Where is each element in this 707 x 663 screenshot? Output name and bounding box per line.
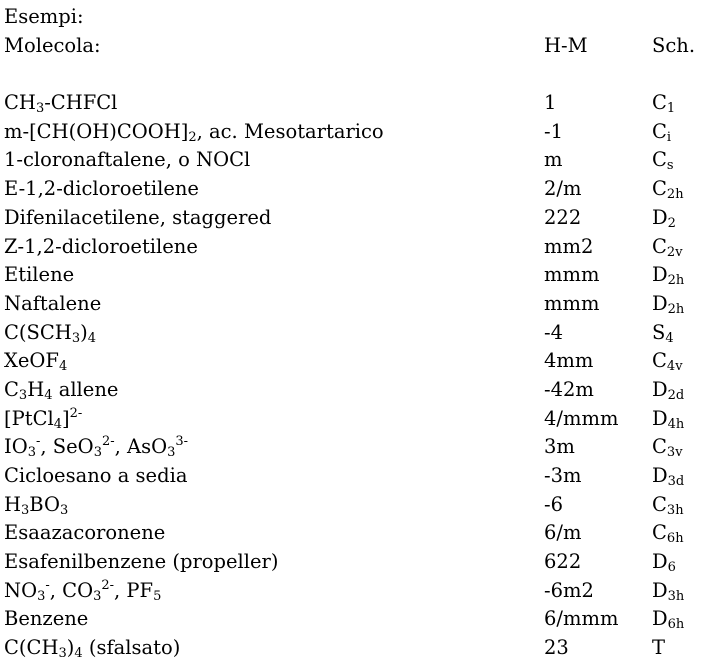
molecule-cell: Cicloesano a sedia [4,464,188,487]
hm-symbol-cell: -3m [544,464,582,487]
molecule-cell: $C(SCH_3)_4$ [4,320,96,346]
table-row [4,634,704,663]
schoenflies-symbol-cell: $D_{6h}$ [652,607,685,633]
table-row [4,261,704,290]
hm-symbol-cell: 1 [544,91,557,115]
table-row [4,605,704,634]
header-hm: H-M [544,33,588,57]
hm-symbol-cell: -6 [544,492,563,516]
table-row [4,290,704,319]
molecule-cell: $H_3BO_3$ [4,492,69,518]
schoenflies-symbol-cell: $D_{2d}$ [652,377,685,403]
table-row [4,204,704,233]
schoenflies-symbol-cell: T [652,636,666,660]
molecule-cell: 1-cloronaftalene, o NOCl [4,148,251,172]
header-sch: Sch. [652,33,696,57]
table-row [4,347,704,376]
hm-symbol-cell: mmm [544,263,600,287]
hm-symbol-cell: 6/mmm [544,607,619,631]
table-row [4,146,704,175]
schoenflies-symbol-cell: $C_i$ [652,119,672,145]
hm-symbol-cell: 2/m [544,177,582,201]
examples-document [4,3,704,663]
hm-symbol-cell: mm2 [544,234,594,258]
schoenflies-symbol-cell: $C_{3h}$ [652,492,684,518]
schoenflies-symbol-cell: $C_1$ [652,91,676,117]
table-row [4,519,704,548]
schoenflies-symbol-cell: $D_{2h}$ [652,291,685,317]
molecule-cell: Difenilacetilene, staggered [4,205,272,229]
table-row [4,491,704,520]
schoenflies-symbol-cell: $D_{3d}$ [652,464,685,489]
hm-symbol-cell: -1 [544,119,563,143]
table-header [4,32,704,61]
molecule-cell: $C_3H_4$ allene [4,377,119,403]
heading-text: Esempi: [4,5,84,28]
hm-symbol-cell: 6/m [544,521,582,545]
molecule-cell: XeOF$_4$ [4,349,68,375]
molecule-cell: [PtCl$_4$]$^{2-}$ [4,405,83,432]
schoenflies-symbol-cell: $D_2$ [652,205,676,231]
molecule-cell: Z-1,2-dicloroetilene [4,234,198,258]
molecule-cell: Benzene [4,607,89,631]
table-row [4,376,704,405]
hm-symbol-cell: -4 [544,320,563,344]
hm-symbol-cell: 4/mmm [544,406,619,430]
schoenflies-symbol-cell: $D_{3h}$ [652,578,685,604]
spacer [4,60,704,89]
hm-symbol-cell: 222 [544,205,582,229]
hm-symbol-cell: m [544,148,563,172]
schoenflies-symbol-cell: $C_{2h}$ [652,177,684,203]
hm-symbol-cell: mmm [544,291,600,315]
molecule-cell: Etilene [4,263,75,287]
molecule-cell: Esaazacoronene [4,521,166,545]
table-row [4,433,704,462]
table-row [4,118,704,147]
examples-table [4,89,704,663]
schoenflies-symbol-cell: $D_6$ [652,550,676,576]
schoenflies-symbol-cell: $S_4$ [652,320,674,346]
table-row [4,233,704,262]
hm-symbol-cell: -42m [544,377,594,401]
table-row [4,175,704,204]
hm-symbol-cell: -6m2 [544,578,594,602]
examples-heading [4,3,704,32]
table-row [4,405,704,434]
hm-symbol-cell: 23 [544,636,569,660]
table-row [4,89,704,118]
molecule-cell: $C(CH_3)_4$ (sfalsato) [4,636,181,662]
schoenflies-symbol-cell: $D_{2h}$ [652,263,685,289]
molecule-cell: $CH_3$-CHFCl [4,91,118,117]
molecule-cell: $NO_3^-$, $CO_3^{2-}$, $PF_5$ [4,577,162,604]
schoenflies-symbol-cell: $C_{2v}$ [652,234,683,260]
schoenflies-symbol-cell: $C_s$ [652,148,674,174]
table-row [4,577,704,606]
molecule-cell: $m-[CH(OH)COOH]_2$, ac. Mesotartarico [4,119,384,145]
table-row [4,319,704,348]
table-row [4,548,704,577]
schoenflies-symbol-cell: $D_{4h}$ [652,406,685,432]
molecule-cell: $IO_3^-$, SeO$_3^{2-}$, AsO$_3^{3-}$ [4,434,189,461]
schoenflies-symbol-cell: $C_{4v}$ [652,349,683,375]
header-molecule: Molecola: [4,33,101,57]
molecule-cell: Esafenilbenzene (propeller) [4,550,279,574]
molecule-cell: Naftalene [4,291,102,315]
hm-symbol-cell: 3m [544,435,575,459]
schoenflies-symbol-cell: $C_{6h}$ [652,521,684,547]
schoenflies-symbol-cell: $C_{3v}$ [652,435,683,461]
molecule-cell: E-1,2-dicloroetilene [4,177,199,201]
table-row [4,462,704,491]
hm-symbol-cell: 622 [544,550,582,574]
hm-symbol-cell: 4mm [544,349,594,373]
